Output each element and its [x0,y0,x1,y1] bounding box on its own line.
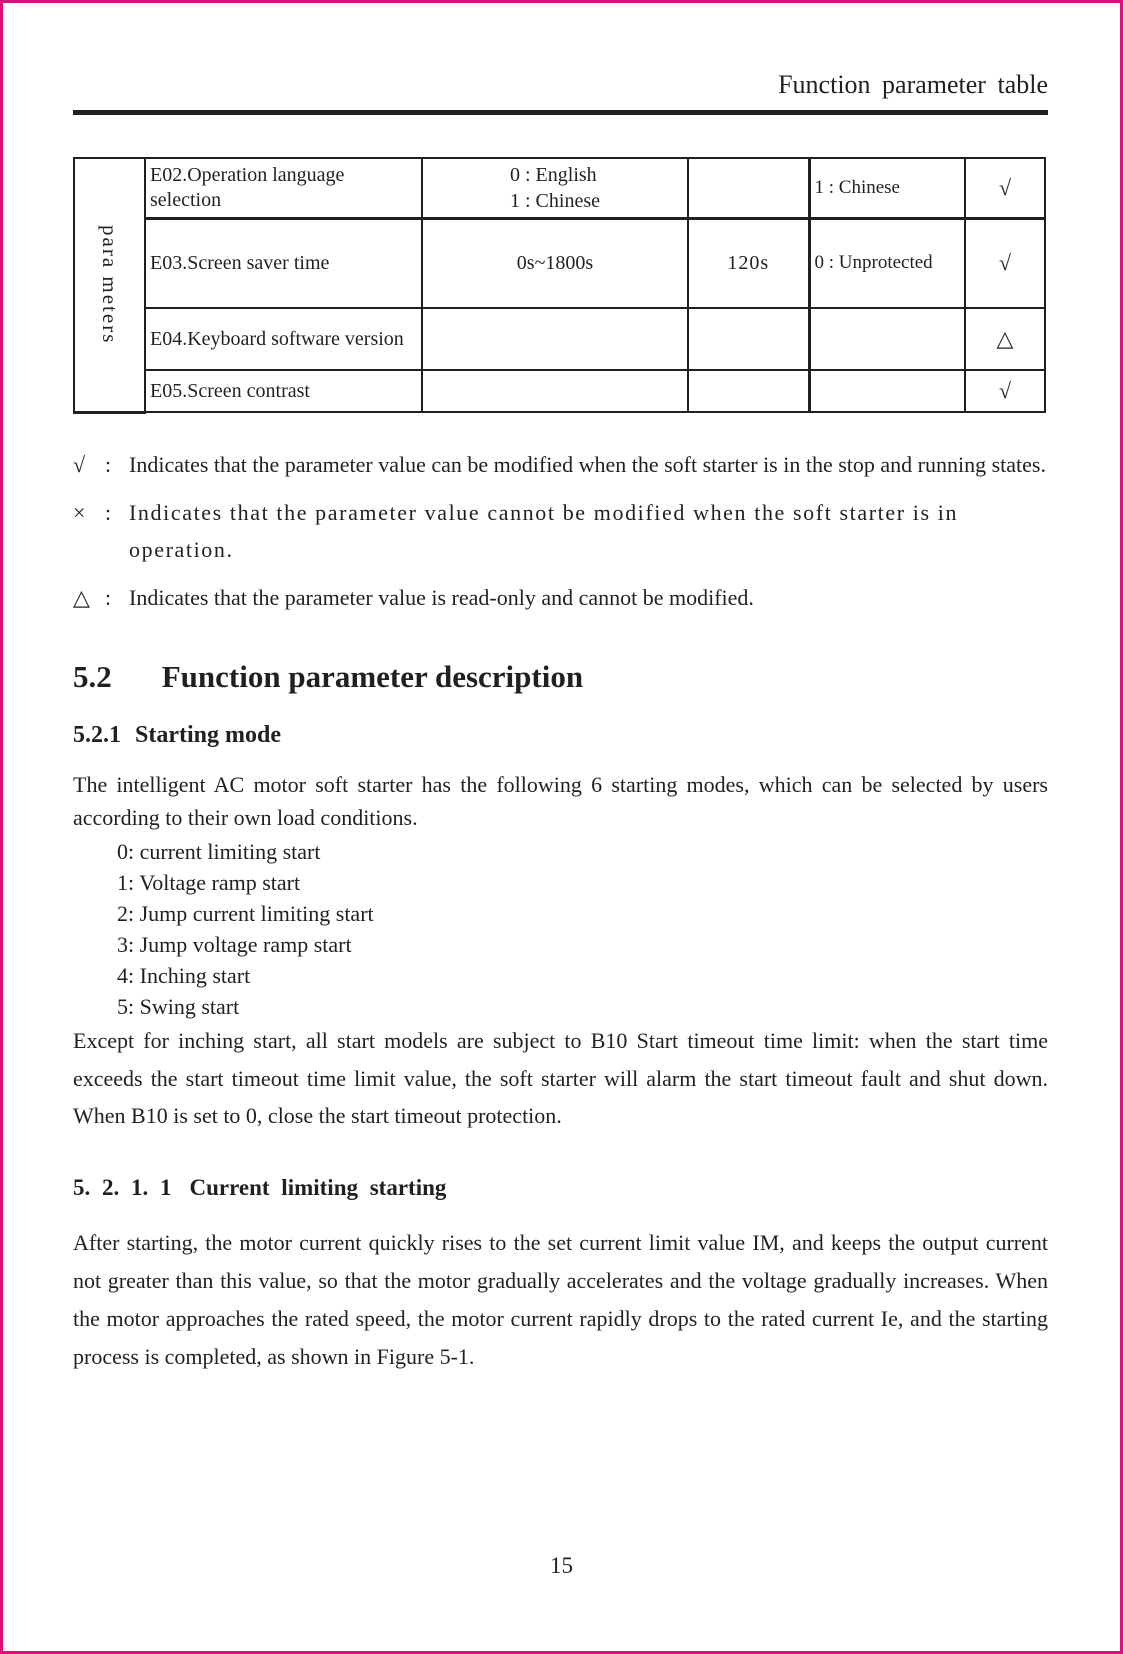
section-title: Starting mode [135,721,281,748]
section-heading-5-2-1 [73,722,1048,749]
legend-colon: : [105,451,112,477]
table-row [74,218,1045,308]
symbol-legend [73,448,1048,614]
param-name-cell: E03.Screen saver time [145,218,422,308]
param-name-cell: E04.Keyboard software version [145,308,422,370]
param-range-cell [422,308,688,370]
section-number: 5.2 [73,658,112,694]
section-number: 5. 2. 1. 1 [73,1174,172,1200]
page-number: 15 [550,1553,573,1578]
legend-text: Indicates that the parameter value can be modified when the soft starter is in the stop and running states. [129,451,1046,477]
table-row [74,308,1045,370]
check-mark-icon: √ [73,451,86,477]
param-default-cell: 120s [688,218,809,308]
parameter-group-cell [74,158,145,412]
intro-paragraph: The intelligent AC motor soft starter has the following 6 starting modes, which can be selected by users according to their own load conditions. [73,772,1048,831]
range-line: 0 : English [510,163,597,186]
legend-text: Indicates that the parameter value is read-only and cannot be modified. [129,584,754,610]
running-header: Function parameter table [778,70,1048,99]
legend-item-triangle [73,581,1048,614]
legend-text: Indicates that the parameter value cannot be modified when the soft starter is in operation. [129,499,959,562]
page-content [73,71,1048,1376]
param-default-cell [688,158,809,218]
legend-colon: : [105,499,113,525]
section-heading-5-2-1-1 [73,1175,1048,1201]
param-name-cell: E05.Screen contrast [145,370,422,412]
section-title: Function parameter description [161,658,584,694]
triangle-icon: △ [73,584,90,610]
legend-item-cross [73,494,1048,568]
function-parameter-table [73,157,1046,414]
param-setvalue-cell: 0 : Unprotected [809,218,965,308]
list-item: 0: current limiting start [117,839,321,865]
param-setvalue-cell [809,370,965,412]
param-default-cell [688,308,809,370]
param-setvalue-cell: 1 : Chinese [809,158,965,218]
param-modify-cell: △ [965,308,1045,370]
param-setvalue-cell [809,308,965,370]
range-lines [510,162,600,214]
param-name-cell: E02.Operation language selection [145,158,422,218]
section-number: 5.2.1 [73,721,121,748]
list-item: 1: Voltage ramp start [117,870,301,896]
list-item: 4: Inching start [117,963,251,989]
list-item: 2: Jump current limiting start [117,901,374,927]
legend-colon: : [105,584,112,610]
table-row [74,370,1045,412]
param-modify-cell: √ [965,218,1045,308]
param-modify-cell: √ [965,158,1045,218]
table-row [74,158,1045,218]
section-title: Current limiting starting [189,1174,447,1200]
current-limiting-paragraph: After starting, the motor current quickly rises to the set current limit value IM, and keeps the output current not greater than this value, so that the motor gradually accelerates and the voltage gradually increases. When the motor approaches the rated speed, the motor current rapidly drops to the rated current Ie, and the starting process is completed, as shown in Figure 5-1. [73,1229,1048,1369]
list-item: 3: Jump voltage ramp start [117,932,352,958]
range-line: 1 : Chinese [510,189,600,212]
header-rule [73,110,1048,115]
timeout-paragraph: Except for inching start, all start models are subject to B10 Start timeout time limit: when the start time exceeds the start timeout time limit value, the soft starter will alarm the start timeout fault and shut down. When B10 is set to 0, close the start timeout protection. [73,1028,1048,1129]
param-range-cell [422,158,688,218]
starting-modes-list [73,836,1048,1022]
cross-mark-icon: × [73,499,88,525]
list-item: 5: Swing start [117,994,240,1020]
param-range-cell [422,370,688,412]
param-default-cell [688,370,809,412]
param-modify-cell: √ [965,370,1045,412]
legend-item-check [73,448,1048,481]
param-range-cell: 0s~1800s [422,218,688,308]
group-label: para meters [98,225,122,345]
section-heading-5-2 [73,660,1048,694]
